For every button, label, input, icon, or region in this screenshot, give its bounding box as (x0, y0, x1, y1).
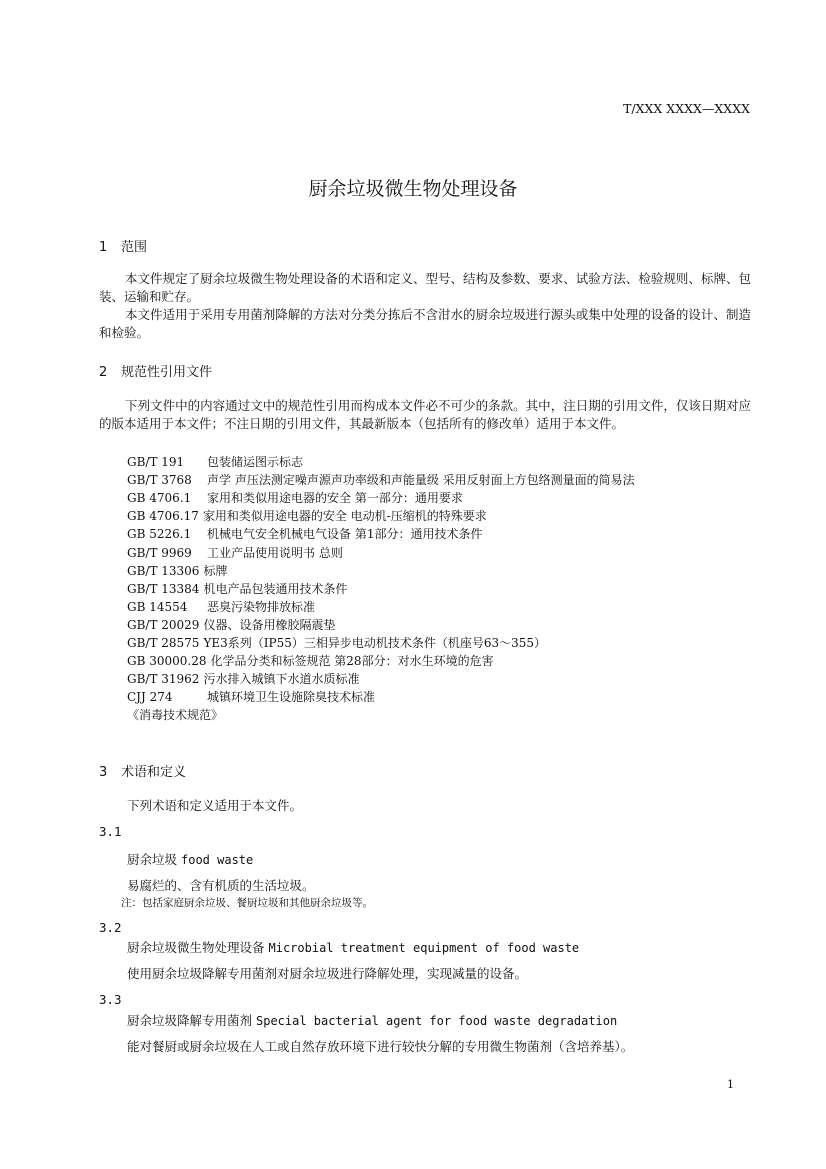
reference-title: 声学 声压法测定噪声源声功率级和声能量级 采用反射面上方包络测量面的简易法 (207, 473, 635, 488)
reference-title: 仪器、设备用橡胶隔震垫 (203, 617, 336, 632)
term-3-3 (127, 1011, 617, 1029)
reference-item (127, 598, 315, 616)
document-title: 厨余垃圾微生物处理设备 (308, 178, 518, 200)
reference-code: GB 30000.28 (127, 654, 207, 669)
section-title: 规范性引用文件 (121, 365, 213, 380)
reference-code: GB/T 191 (127, 455, 185, 469)
term-english: Microbial treatment equipment of food waste (268, 941, 580, 955)
section-title: 范围 (121, 240, 148, 255)
reference-code: GB/T 13306 (127, 563, 200, 578)
reference-title: 《消毒技术规范》 (127, 708, 224, 723)
reference-title: 化学品分类和标签规范 第28部分：对水生环境的危害 (210, 654, 494, 669)
section-number: 3 (99, 765, 108, 780)
section-3-intro: 下列术语和定义适用于本文件。 (127, 798, 303, 813)
section-number: 2 (99, 365, 108, 380)
term-3-2-definition: 使用厨余垃圾降解专用菌剂对厨余垃圾进行降解处理，实现减量的设备。 (127, 966, 528, 981)
reference-item (127, 453, 303, 471)
page-number: 1 (727, 1078, 734, 1091)
reference-code: GB/T 9969 (127, 545, 192, 560)
term-3-3-definition: 能对餐厨或厨余垃圾在人工或自然存放环境下进行较快分解的专用微生物菌剂（含培养基）。 (127, 1039, 634, 1054)
reference-item (127, 544, 343, 562)
section-1-paragraph-2 (99, 306, 751, 342)
document-number: T/XXX XXXX—XXXX (623, 101, 750, 116)
reference-item (127, 688, 375, 706)
reference-title: 家用和类似用途电器的安全 第一部分：通用要求 (207, 491, 463, 506)
term-chinese: 厨余垃圾微生物处理设备 (127, 940, 265, 955)
reference-title: 工业产品使用说明书 总则 (207, 545, 343, 560)
term-3-1-definition: 易腐烂的、含有机质的生活垃圾。 (127, 878, 315, 893)
reference-title: 城镇环境卫生设施除臭技术标准 (207, 690, 376, 705)
term-chinese: 厨余垃圾 (127, 852, 178, 867)
reference-code: GB/T 28575 (127, 636, 200, 650)
term-3-2-number: 3.2 (99, 920, 122, 935)
paragraph-text: 本文件适用于采用专用菌剂降解的方法对分类分拣后不含泔水的厨余垃圾进行源头或集中处理的设备的设计、制造和检验。 (99, 307, 751, 340)
reference-title: 机电产品包装通用技术条件 (203, 581, 348, 596)
paragraph-text: 下列文件中的内容通过文中的规范性引用而构成本文件必不可少的条款。其中，注日期的引用文件，仅该日期对应的版本适用于本文件；不注日期的引用文件，其最新版本（包括所有的修改单）适用于本文件。 (99, 398, 751, 431)
section-3-heading (99, 761, 186, 780)
reference-code: GB/T 31962 (127, 672, 200, 687)
reference-code: GB 4706.1 (127, 491, 192, 506)
reference-item (127, 616, 335, 634)
reference-item (127, 670, 359, 688)
term-3-1-note: 注：包括家庭厨余垃圾、餐厨垃圾和其他厨余垃圾等。 (121, 897, 373, 909)
term-3-3-number: 3.3 (99, 992, 122, 1007)
reference-item (127, 525, 482, 543)
reference-item (127, 706, 223, 724)
reference-code: GB/T 3768 (127, 473, 192, 488)
section-1-heading (99, 236, 147, 255)
term-english: food waste (181, 853, 254, 867)
reference-item (127, 489, 463, 507)
reference-code: GB 4706.17 (127, 509, 199, 524)
reference-title: 污水排入城镇下水道水质标准 (203, 672, 360, 687)
reference-title: YE3系列（IP55）三相异步电动机技术条件（机座号63～355） (203, 636, 547, 650)
reference-item (127, 634, 546, 652)
term-english: Special bacterial agent for food waste degradation (256, 1014, 618, 1028)
reference-item (127, 507, 487, 525)
reference-code: GB/T 20029 (127, 617, 200, 632)
term-chinese: 厨余垃圾降解专用菌剂 (127, 1013, 253, 1028)
reference-item (127, 471, 635, 489)
reference-code: GB 5226.1 (127, 527, 192, 542)
section-title: 术语和定义 (121, 765, 187, 780)
reference-title: 恶臭污染物排放标准 (207, 599, 316, 614)
reference-title: 包装储运图示标志 (207, 455, 304, 469)
reference-code: CJJ 274 (127, 690, 173, 705)
section-1-paragraph-1 (99, 270, 751, 306)
term-3-2 (127, 938, 579, 956)
reference-title: 标牌 (203, 563, 228, 578)
reference-code: GB 14554 (127, 599, 188, 614)
reference-code: GB/T 13384 (127, 581, 200, 596)
paragraph-text: 本文件规定了厨余垃圾微生物处理设备的术语和定义、型号、结构及参数、要求、试验方法、检验规则、标牌、包装、运输和贮存。 (99, 271, 751, 304)
reference-item (127, 652, 494, 670)
reference-title: 机械电气安全机械电气设备 第1部分：通用技术条件 (207, 527, 483, 542)
section-2-intro (99, 397, 751, 433)
reference-item (127, 580, 347, 598)
reference-item (127, 562, 227, 580)
term-3-1-number: 3.1 (99, 824, 122, 839)
section-2-heading (99, 361, 212, 380)
section-number: 1 (99, 240, 108, 255)
reference-title: 家用和类似用途电器的安全 电动机-压缩机的特殊要求 (202, 509, 487, 524)
term-3-1 (127, 850, 253, 868)
